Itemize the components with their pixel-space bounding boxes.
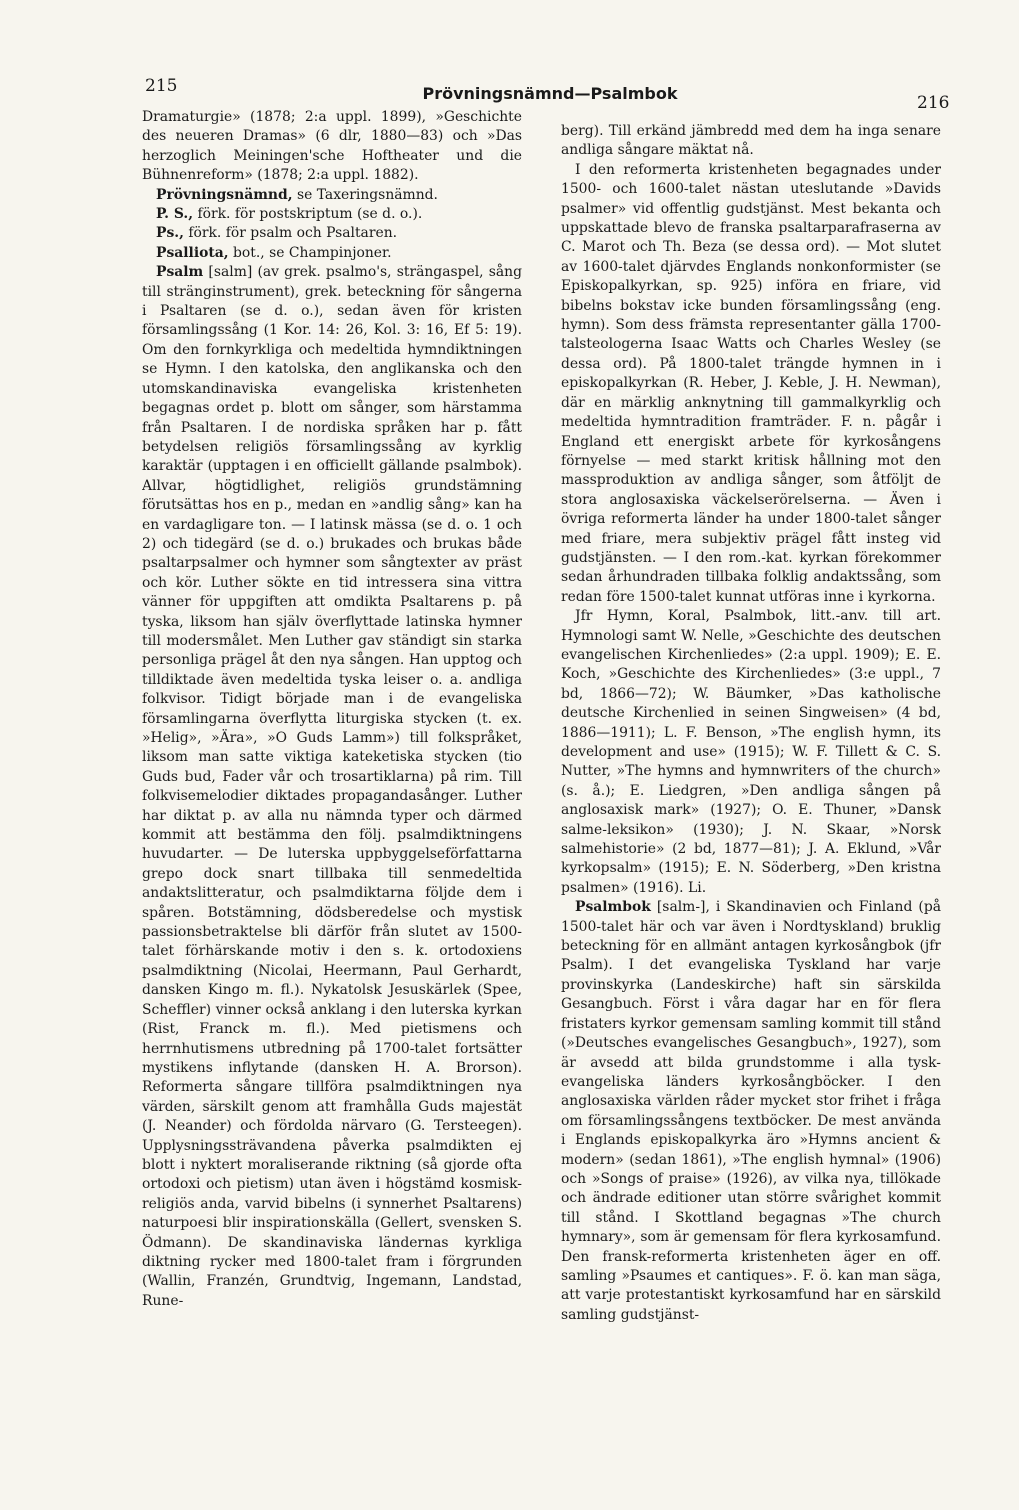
- entry-body: [salm-], i Skandinavien och Finland (på 1500-talet här och var även i Nordtyskland) bruklig beteckning för en allmänt antagen kyrkosångbok (jfr Psalm). I det evangeliska Tyskland har varje provinskyrka (Landeskirche) haft sin särskilda Gesangbuch. Först i våra dagar har en för flera fristaters kyrkor gemensam samling kommit till stånd (»Deutsches evangelisches Gesangbuch», 1927), som är avsedd att bilda grundstomme i alla tysk-evangeliska länders kyrkosångböcker. I den anglosaxiska världen råder mycket stor frihet i fråga om församlingssångens textböcker. De mest använda i Englands episkopalkyrka äro »Hymns ancient & modern» (sedan 1861), »The english hymnal» (1906) och »Songs of praise» (1926), av vilka nya, tillökade och ändrade editioner utan större svårighet kommit till stånd. I Skottland begagnas »The church hymnary», som är gemensam för flera kyrkosamfund. Den fransk-reformerta kristenheten äger en off. samling »Psaumes et cantiques». F. ö. kan man säga, att varje protestantiskt kyrkosamfund har en särskild samling gudstjänst-: [561, 899, 941, 1323]
- right-column: [561, 122, 941, 1404]
- paragraph-reformed: I den reformerta kristenheten begagnades under 1500- och 1600-talet nästan uteslutande »Davids psalmer» vid offentlig gudstjänst. Mest bekanta och uppskattade blevo de franska psaltarparafraserna av C. Marot och Th. Beza (se dessa ord). — Mot slutet av 1600-talet djärvdes Englands nonkonformister (se Episkopalkyrkan, sp. 925) införa en friare, vid bibelns bokstav icke bunden församlingssång (eng. hymn). Som dess främsta representanter gälla 1700-talsteologerna Isaac Watts och Charles Wesley (se dessa ord). På 1800-talet trängde hymnen in i episkopalkyrkan (R. Heber, J. Keble, J. H. Newman), där en märklig anknytning till gammalkyrklig och medeltida hymntradition framträder. F. n. pågår i England ett energiskt arbete för kyrkosångens förnyelse — med starkt kritisk hållning mot den massproduktion av andliga sånger, som åtföljt de stora anglosaxiska väckelserörelserna. — Även i övriga reformerta länder ha under 1800-talet sånger med friare, mera subjektiv prägel fått insteg vid gudstjänsten. — I den rom.-kat. kyrkan förekommer sedan århundraden tillbaka folklig andaktssång, som redan före 1500-talet kunnat utföras inne i kyrkorna.: [561, 161, 941, 605]
- entry-provningsnamnd: [142, 186, 522, 205]
- entry-body: bot., se Champinjoner.: [228, 244, 392, 261]
- entry-psalmbok: [561, 898, 941, 1325]
- entry-headword: P. S.,: [156, 206, 194, 223]
- entry-headword: Psalliota,: [156, 244, 229, 261]
- entry-body: förk. för psalm och Psaltaren.: [183, 225, 398, 242]
- entry-psalm: [142, 263, 522, 1311]
- entry-headword: Psalmbok: [575, 899, 651, 916]
- entry-headword: Prövningsnämnd,: [156, 186, 293, 203]
- entry-headword: Psalm: [156, 264, 204, 281]
- entry-headword: Ps.,: [156, 225, 184, 242]
- entry-ps: [142, 224, 522, 243]
- continued-paragraph: Dramaturgie» (1878; 2:a uppl. 1899), »Geschichte des neueren Dramas» (6 dlr, 1880—83) och »Das herzoglich Meiningen'sche Hoftheater und die Bühnenreform» (1878; 2:a uppl. 1882).: [142, 109, 522, 184]
- entry-psalliota: [142, 244, 522, 263]
- entry-body: [salm] (av grek. psalmo's, strängaspel, sång till stränginstrument), grek. beteckning för sångerna i Psaltaren (se d. o.), sedan även för kristen församlingssång (1 Kor. 14: 26, Kol. 3: 16, Ef 5: 19). Om den fornkyrkliga och medeltida hymndiktningen se Hymn. I den katolska, den anglikanska och den utomskandinaviska evangeliska kristenheten begagnas ordet p. blott om sånger, som härstamma från Psaltaren. I de nordiska språken har p. fått betydelsen religiös församlingssång av kyrklig karaktär (upptagen i en officiellt gällande psalmbok). Allvar, högtidlighet, religiös grundstämning förutsättas hos en p., medan en »andlig sång» kan ha en vardagligare ton. — I latinsk mässa (se d. o. 1 och 2) och tidegärd (se d. o.) brukades och brukas både psaltarpsalmer och hymner som sångtexter av präst och kör. Luther sökte en tid intressera sina vittra vänner för uppgiften att omdikta Psaltarens p. på tyska, liksom han själv överflyttade latinska hymner till modersmålet. Men Luther gav ständigt sin starka personliga prägel åt den nya sången. Han upptog och tilldiktade även medeltida tyska leiser o. a. andliga folkvisor. Tidigt började man i de evangeliska församlingarna överflytta liturgiska stycken (t. ex. »Helig», »Ära», »O Guds Lamm») till folkspråket, liksom man satte viktiga kateketiska stycken (tio Guds bud, Fader vår och trosartiklarna) på rim. Till folkvisemelodier diktades propagandasånger. Luther har diktat p. av alla nu nämnda typer och därmed kommit att bestämma den följ. psalmdiktningens huvudarter. — De luterska uppbyggelseförfattarna grepo dock snart tillbaka till senmedeltida andaktslitteratur, och psalmdiktarna följde dem i spåren. Botstämning, dödsberedelse och mystisk passionsbetraktelse bli därför från slutet av 1500-talet förhärskande motiv i den s. k. ortodoxiens psalmdiktning (Nicolai, Heermann, Paul Gerhardt, dansken Kingo m. fl.). Nykatolsk Jesuskärlek (Spee, Scheffler) vinner också anklang i den luterska kyrkan (Rist, Franck m. fl.). Med pietismens och herrnhutismens utbredning på 1700-talet fortsätter mystikens inflytande (dansken H. A. Brorson). Reformerta sångare tillföra psalmdiktningen nya värden, särskilt genom att framhålla Guds majestät (J. Neander) och fördolda närvaro (G. Tersteegen). Upplysningssträvandena påverka psalmdikten ej blott i nyktert moraliserande riktning (så gjorde ofta ortodoxi och pietism) utan även i högstämd kosmisk-religiös anda, varvid bibelns (i synnerhet Psaltarens) naturpoesi blir inspirationskälla (Gellert, svensken S. Ödmann). De skandinaviska ländernas kyrkliga diktning rycker med 1800-talet fram i förgrunden (Wallin, Franzén, Grundtvig, Ingemann, Landstad, Rune-: [142, 264, 522, 1309]
- entry-body: förk. för postskriptum (se d. o.).: [193, 206, 423, 223]
- continued-paragraph: berg). Till erkänd jämbredd med dem ha inga senare andliga sångare mäktat nå.: [561, 123, 941, 159]
- right-page-number: 216: [917, 93, 950, 113]
- references-text: Jfr Hymn, Koral, Psalmbok, litt.-anv. till art. Hymnologi samt W. Nelle, »Geschichte des deutschen evangelischen Kirchenliedes» (2:a uppl. 1909); E. E. Koch, »Geschichte des Kirchenliedes» (3:e uppl., 7 bd, 1866—72); W. Bäumker, »Das katholische deutsche Kirchenlied in seinen Singweisen» (4 bd, 1886—1911); L. F. Benson, »The english hymn, its development and use» (1915); W. F. Tillett & C. S. Nutter, »The hymns and hymnwriters of the church» (s. å.); E. Liedgren, »Den andliga sången på anglosaxisk mark» (1927); O. E. Thuner, »Dansk salme-leksikon» (1930); J. N. Skaar, »Norsk salmehistorie» (2 bd, 1877—81); J. A. Eklund, »Vår kyrkopsalm» (1915); E. N. Söderberg, »Den kristna psalmen» (1916).: [561, 608, 941, 896]
- entry-ps-abbrev: [142, 205, 522, 224]
- running-title: Prövningsnämnd—Psalmbok: [422, 84, 678, 103]
- entry-body: se Taxeringsnämnd.: [292, 186, 438, 203]
- left-page-number: 215: [145, 76, 178, 96]
- paragraph-references: [561, 607, 941, 898]
- author-signature: Li.: [688, 879, 707, 896]
- left-column: [142, 108, 522, 1390]
